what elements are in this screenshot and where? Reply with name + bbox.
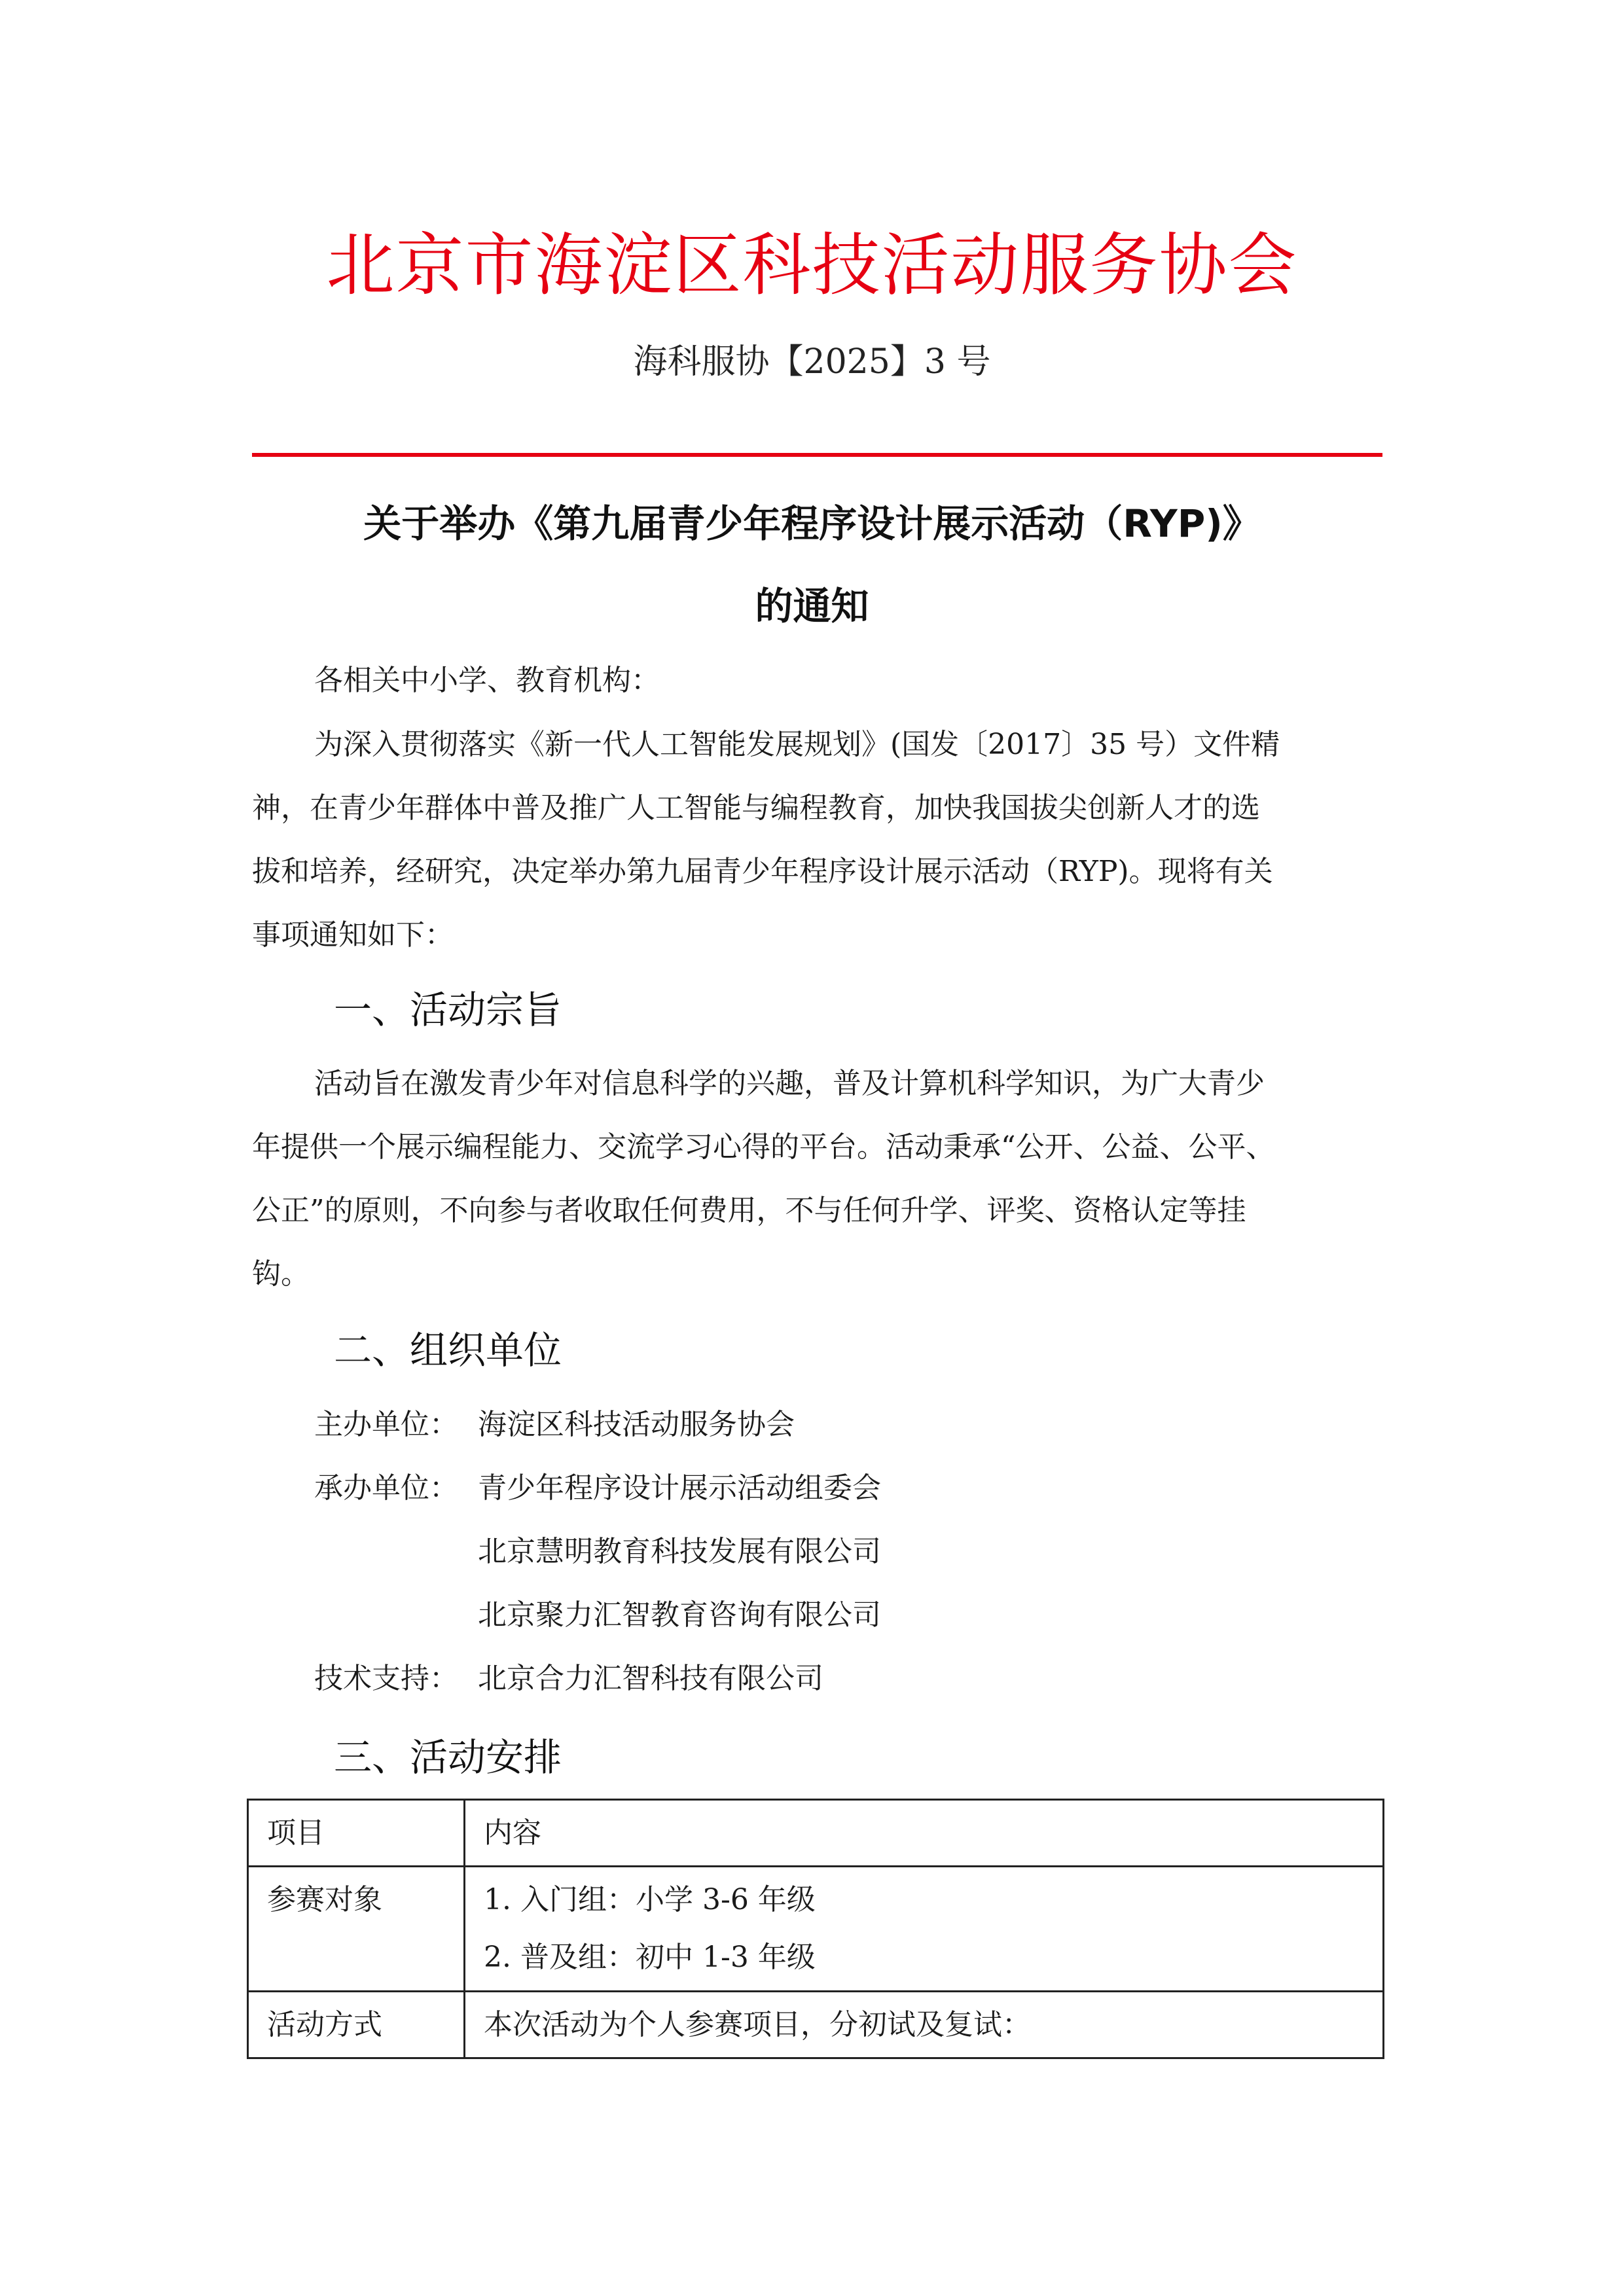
host-label: 主办单位：: [314, 1408, 458, 1441]
organizer-row: [314, 1469, 881, 1508]
table-header-cell: 内容: [465, 1800, 1384, 1867]
section-heading-schedule: 三、活动安排: [334, 1735, 562, 1780]
schedule-table: [247, 1799, 1384, 2059]
table-cell-item: 活动方式: [248, 1992, 465, 2058]
organizer-value: 北京聚力汇智教育咨询有限公司: [478, 1598, 881, 1632]
organizer-value: 青少年程序设计展示活动组委会: [478, 1471, 881, 1505]
notice-title-line-2: 的通知: [755, 584, 869, 628]
purpose-line: 活动旨在激发青少年对信息科学的兴趣，普及计算机科学知识，为广大青少: [314, 1067, 1265, 1100]
purpose-line: 钩。: [252, 1257, 310, 1291]
intro-line: 神，在青少年群体中普及推广人工智能与编程教育，加快我国拔尖创新人才的选: [252, 791, 1260, 825]
red-divider: [252, 453, 1382, 457]
issuing-organization-title: 北京市海淀区科技活动服务协会: [326, 225, 1298, 305]
table-cell-content: 1. 入门组：小学 3-6 年级 2. 普及组：初中 1-3 年级: [465, 1867, 1384, 1992]
notice-title-line-1: 关于举办《第九届青少年程序设计展示活动（RYP)》: [363, 501, 1261, 546]
table-cell-item: 参赛对象: [248, 1867, 465, 1992]
organizer-label: 承办单位：: [314, 1471, 458, 1505]
salutation: 各相关中小学、教育机构：: [314, 664, 660, 697]
host-row: [314, 1405, 795, 1444]
table-row: [248, 1992, 1384, 2058]
tech-support-label: 技术支持：: [314, 1662, 458, 1695]
intro-line: 事项通知如下：: [252, 918, 454, 952]
tech-support-row: [314, 1659, 823, 1698]
table-cell-content: 本次活动为个人参赛项目，分初试及复试：: [465, 1992, 1384, 2058]
host-value: 海淀区科技活动服务协会: [478, 1408, 795, 1441]
table-header-cell: 项目: [248, 1800, 465, 1867]
section-heading-purpose: 一、活动宗旨: [334, 988, 562, 1032]
document-number: 海科服协【2025】3 号: [633, 342, 991, 382]
purpose-line: 公正”的原则，不向参与者收取任何费用，不与任何升学、评奖、资格认定等挂: [252, 1194, 1246, 1227]
intro-line: 拔和培养，经研究，决定举办第九届青少年程序设计展示活动（RYP)。现将有关: [252, 855, 1273, 888]
tech-support-value: 北京合力汇智科技有限公司: [478, 1662, 823, 1695]
organizer-value: 北京慧明教育科技发展有限公司: [478, 1535, 881, 1568]
table-header-row: [248, 1800, 1384, 1867]
table-row: [248, 1867, 1384, 1992]
purpose-line: 年提供一个展示编程能力、交流学习心得的平台。活动秉承“公开、公益、公平、: [252, 1130, 1275, 1164]
section-heading-organizers: 二、组织单位: [334, 1328, 562, 1372]
intro-line: 为深入贯彻落实《新一代人工智能发展规划》(国发〔2017〕35 号）文件精: [314, 728, 1280, 761]
